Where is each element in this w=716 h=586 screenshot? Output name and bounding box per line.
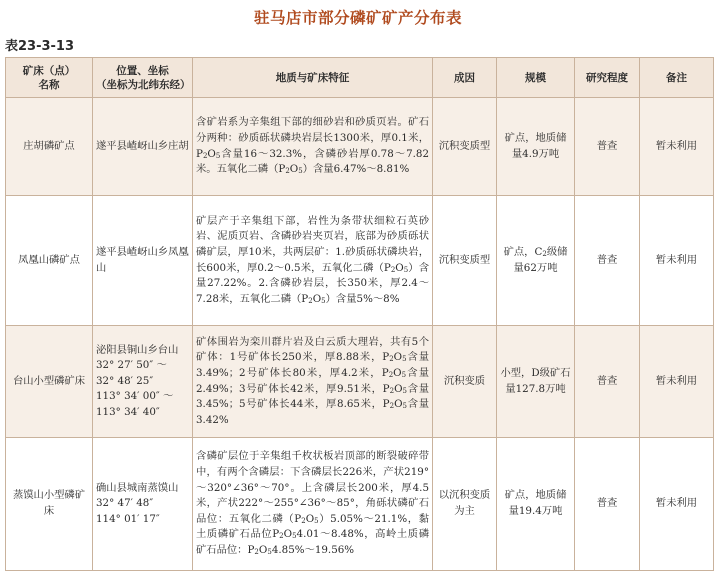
table-row bbox=[6, 438, 714, 571]
deposit-genesis: 以沉积变质为主 bbox=[433, 438, 497, 571]
deposit-name: 蒸馍山小型磷矿床 bbox=[6, 438, 93, 571]
phosphate-table bbox=[5, 57, 714, 571]
deposit-name: 庄胡磷矿点 bbox=[6, 98, 93, 196]
header-deposit-line1: 矿床（点） bbox=[22, 64, 76, 77]
deposit-location: 遂平县嵖岈山乡凤凰山 bbox=[93, 196, 193, 326]
header-deposit-line2: 名称 bbox=[38, 78, 60, 91]
deposit-location bbox=[93, 326, 193, 438]
deposit-scale: 矿点，地质储量19.4万吨 bbox=[497, 438, 575, 571]
location-line: 114° 01′ 17″ bbox=[96, 512, 160, 525]
deposit-research: 普查 bbox=[575, 326, 640, 438]
deposit-features: 含矿岩系为辛集组下部的细砂岩和砂质页岩。矿石分两种：砂质砾状磷块岩层长1300米，厚0.1米，$P_2O_5$含量16～32.3%，含磷砂岩厚0.78～7.82米。五氧化二磷$(P_2O_5)$含量6.47%～8.81% bbox=[193, 98, 433, 196]
header-deposit bbox=[6, 58, 93, 98]
deposit-genesis: 沉积变质 bbox=[433, 326, 497, 438]
header-remarks: 备注 bbox=[640, 58, 714, 98]
deposit-name: 台山小型磷矿床 bbox=[6, 326, 93, 438]
location-line: 确山县城南蒸馍山 bbox=[96, 481, 179, 494]
location-line: 泌阳县铜山乡台山 bbox=[96, 343, 179, 356]
deposit-genesis: 沉积变质型 bbox=[433, 98, 497, 196]
table-number: 表23-3-13 bbox=[5, 39, 75, 54]
deposit-remarks: 暂未利用 bbox=[640, 326, 714, 438]
header-location-line2: （坐标为北纬东经） bbox=[96, 78, 191, 91]
deposit-location: 遂平县嵖岈山乡庄胡 bbox=[93, 98, 193, 196]
location-line: 32° 47′ 48″ bbox=[96, 497, 154, 510]
deposit-location bbox=[93, 438, 193, 571]
deposit-genesis: 沉积变质型 bbox=[433, 196, 497, 326]
deposit-remarks: 暂未利用 bbox=[640, 438, 714, 571]
location-line: 32° 48′ 25″ bbox=[96, 374, 154, 387]
location-line: 113° 34′ 40″ bbox=[96, 405, 160, 418]
deposit-features: 含磷矿层位于辛集组千枚状板岩顶部的断裂破碎带中，有两个含磷层：下含磷层长226米，产状219°～320°∠36°～70°。上含磷层长200米，厚4.5米，产状222°～255°∠36°～85°，角砾状磷矿石品位：五氧化二磷$(P_2O_5)5.05\%\sim 21.1\%$，黏土质磷矿石品位$P_2O_54.01\sim 8.48\%$，高岭土质磷矿石品位：$P_2O_54.85\%\sim 19.56\%$ bbox=[193, 438, 433, 571]
deposit-name: 凤凰山磷矿点 bbox=[6, 196, 93, 326]
header-location bbox=[93, 58, 193, 98]
deposit-scale: 矿点，$C_2$级储量62万吨 bbox=[497, 196, 575, 326]
header-row bbox=[6, 58, 714, 98]
location-line: 32° 27′ 50″ ～ bbox=[96, 359, 167, 372]
deposit-features: 矿体围岩为栾川群片岩及白云质大理岩，共有5个矿体：1号矿体长250米，厚8.88米，$P_2O_5$含量3.49%；2号矿体长80米，厚4.2米，$P_2O_5$含量2.49%；3号矿体长42米，厚9.51米，$P_2O_5$含量3.45%；5号矿体长44米，厚8.65米，$P_2O_5$含量3.42% bbox=[193, 326, 433, 438]
page-title: 驻马店市部分磷矿矿产分布表 bbox=[253, 9, 462, 27]
table-row bbox=[6, 98, 714, 196]
location-line: 113° 34′ 00″ ～ bbox=[96, 390, 174, 403]
deposit-research: 普查 bbox=[575, 98, 640, 196]
deposit-scale: 矿点，地质储量4.9万吨 bbox=[497, 98, 575, 196]
deposit-scale: 小型，D级矿石量127.8万吨 bbox=[497, 326, 575, 438]
deposit-research: 普查 bbox=[575, 438, 640, 571]
header-location-line1: 位置、坐标 bbox=[116, 64, 169, 77]
table-row bbox=[6, 326, 714, 438]
header-research: 研究程度 bbox=[575, 58, 640, 98]
header-genesis: 成因 bbox=[433, 58, 497, 98]
header-features: 地质与矿床特征 bbox=[193, 58, 433, 98]
deposit-research: 普查 bbox=[575, 196, 640, 326]
deposit-remarks: 暂未利用 bbox=[640, 98, 714, 196]
deposit-remarks: 暂未利用 bbox=[640, 196, 714, 326]
table-row bbox=[6, 196, 714, 326]
deposit-features: 矿层产于辛集组下部，岩性为条带状细粒石英砂岩、泥质页岩、含磷砂岩夹页岩，底部为砂质砾状磷矿层，厚10米，共两层矿：1.砂质砾状磷块岩，长600米，厚0.2～0.5米，五氧化二磷$(P_2O_5)$含量27.22%。2.含磷砂岩层，长350米，厚2.4～7.28米，五氧化二磷$(P_2O_5)$含量5%～8% bbox=[193, 196, 433, 326]
header-scale: 规模 bbox=[497, 58, 575, 98]
